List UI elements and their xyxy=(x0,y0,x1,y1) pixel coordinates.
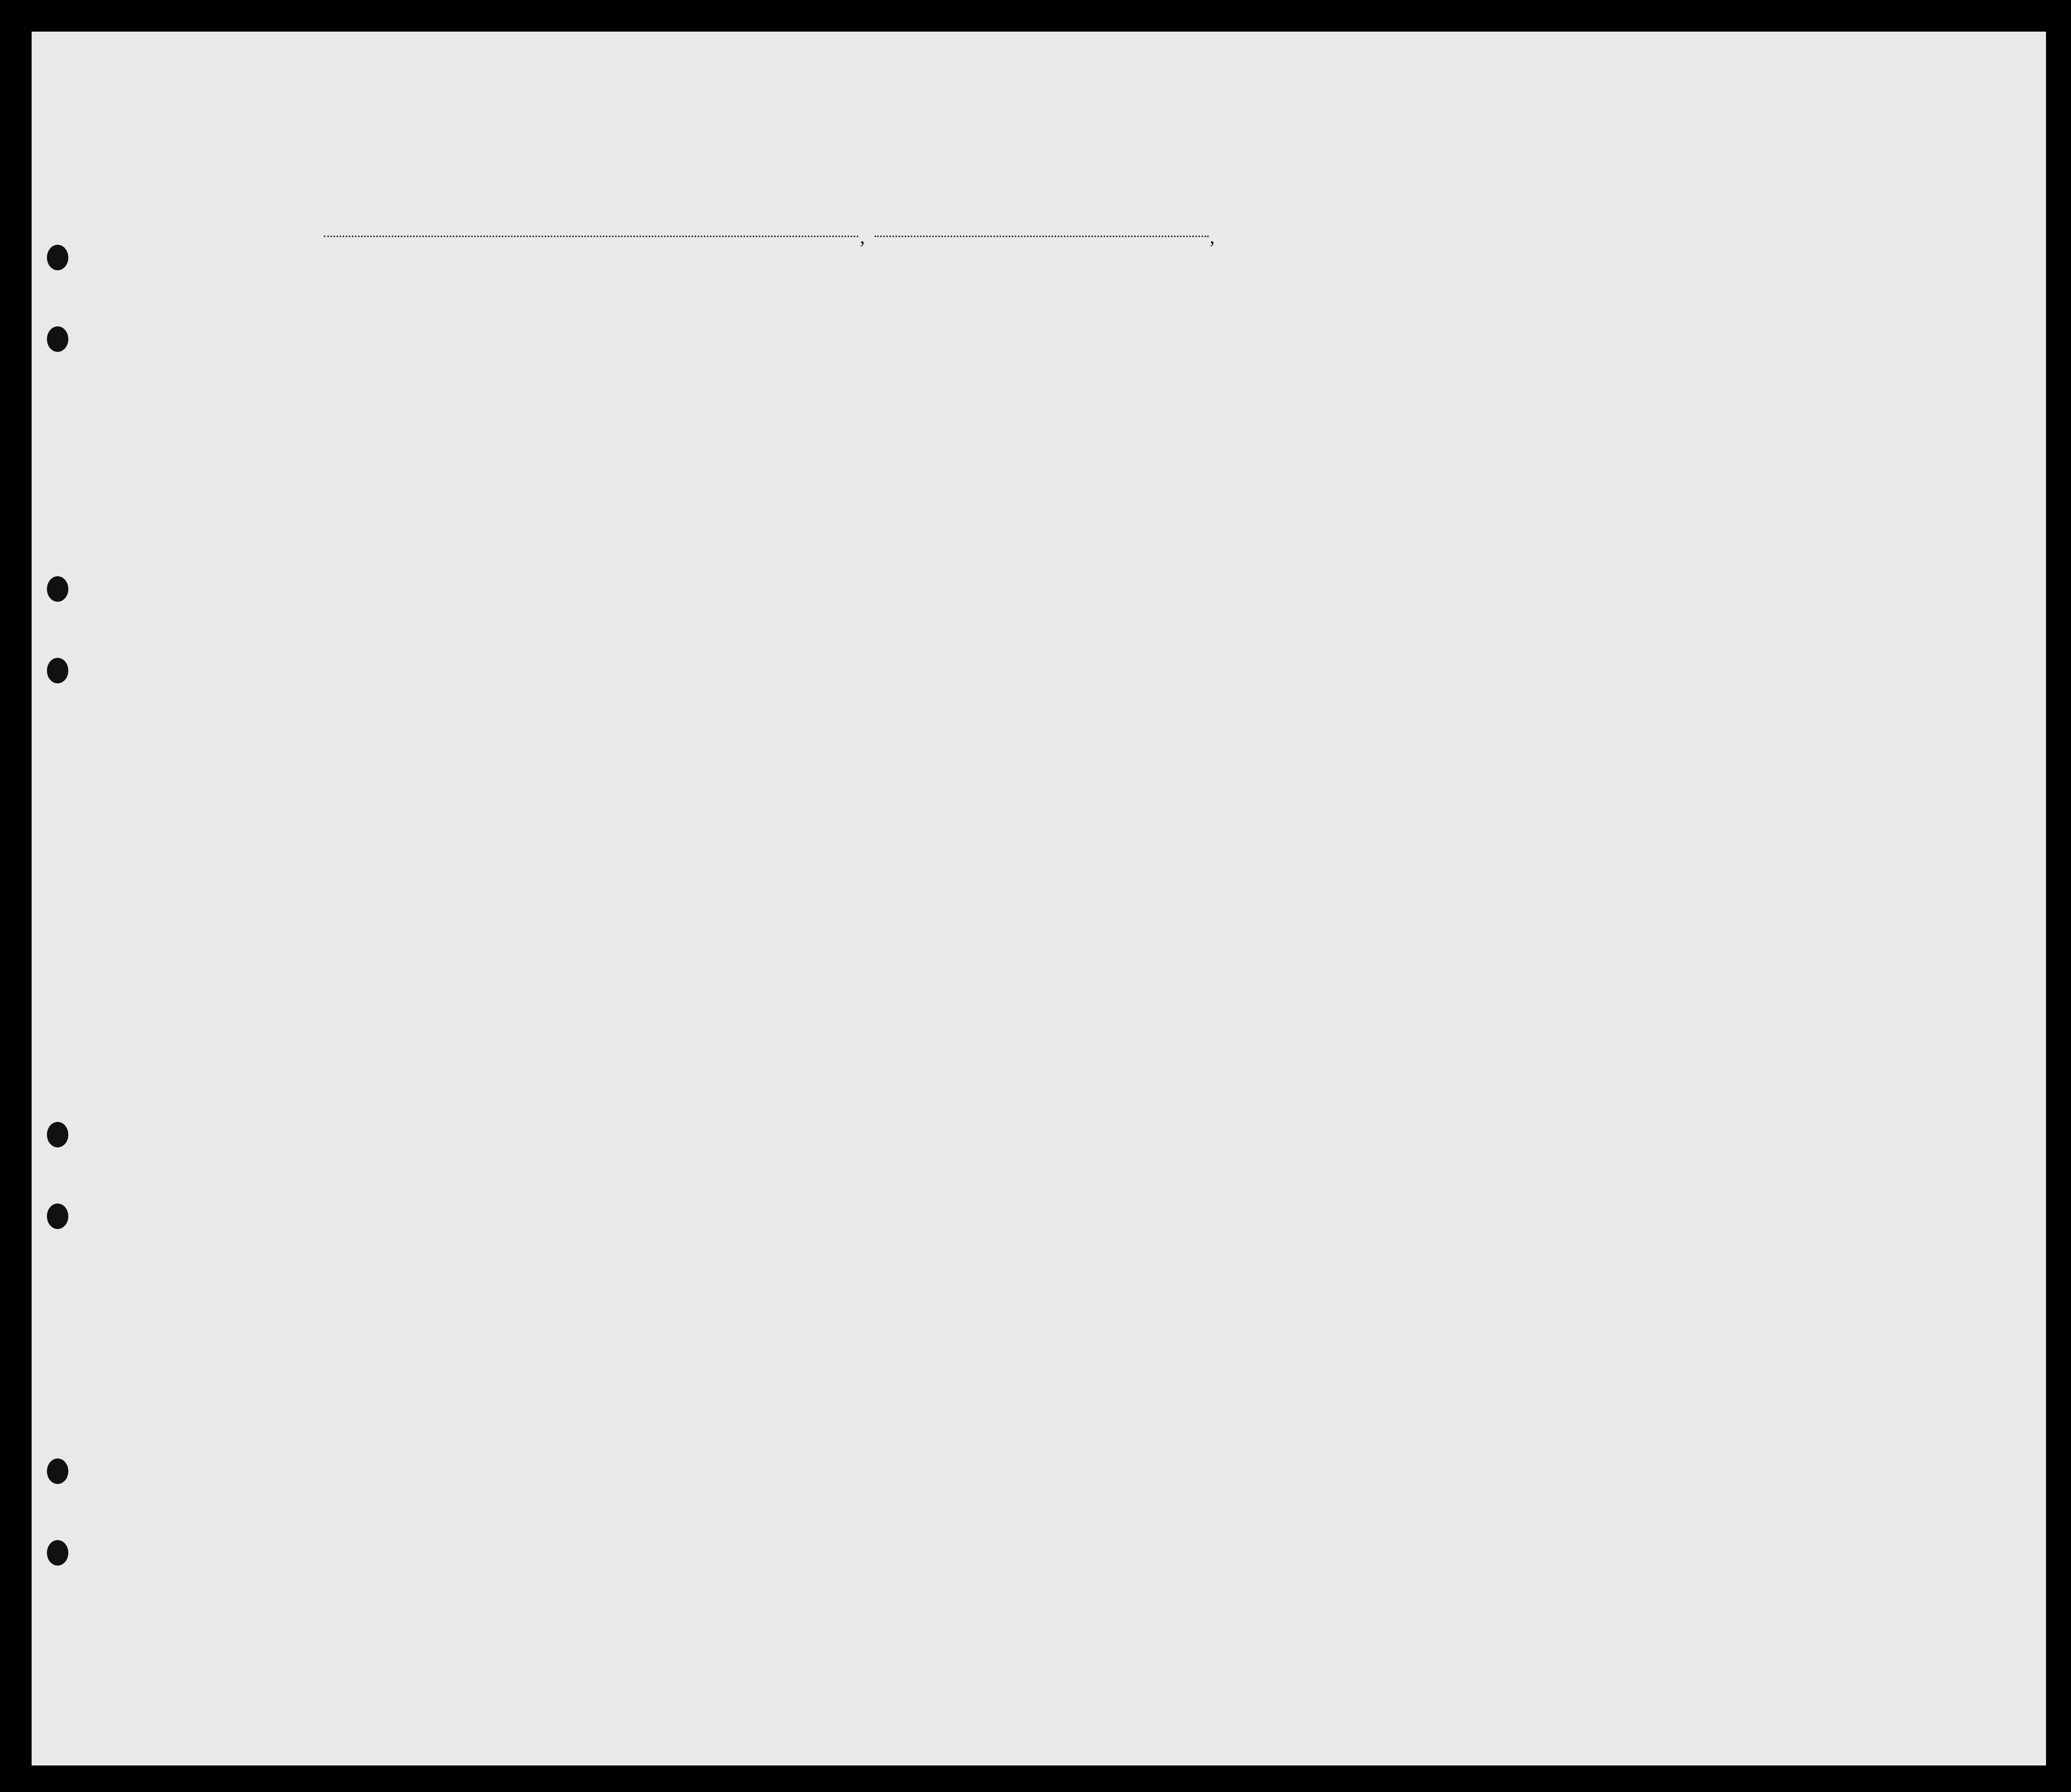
col-30-header xyxy=(1497,301,1513,423)
col-24-sub-b xyxy=(1228,326,1252,423)
page: , , xyxy=(0,0,2071,1792)
col-24-sub-a xyxy=(1186,326,1214,423)
col-28-header xyxy=(1398,301,1448,423)
col-24-sub-c xyxy=(1261,326,1285,423)
col-29-header xyxy=(1454,301,1488,423)
col-31-header xyxy=(1522,301,1539,423)
col-25-header xyxy=(1299,301,1329,423)
